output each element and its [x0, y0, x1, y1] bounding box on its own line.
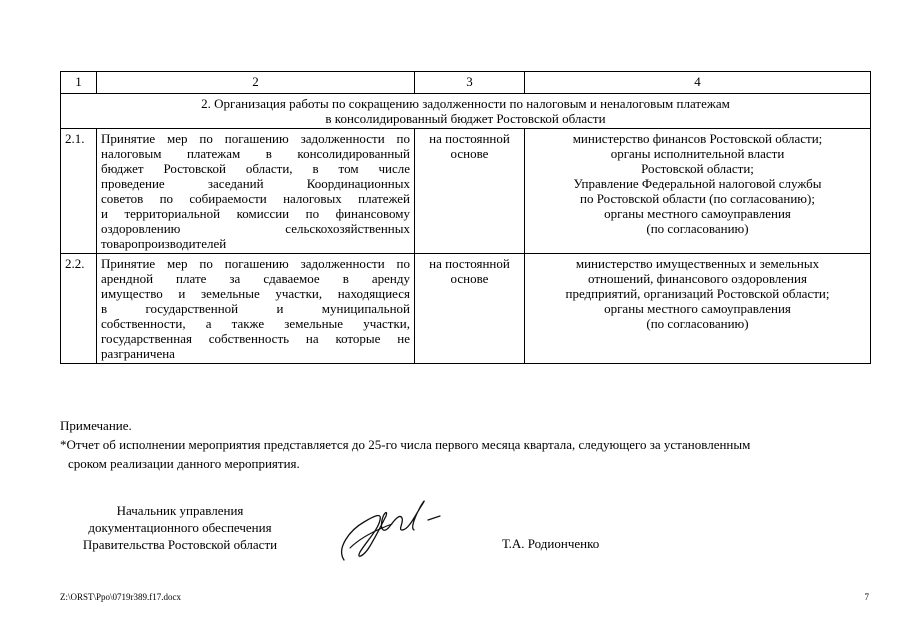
executor-line: (по согласованию) — [646, 221, 749, 236]
executor-cell — [525, 129, 871, 254]
measure-line: арендной плате за сдаваемое в аренду — [101, 271, 410, 286]
executor-line: органы местного самоуправления — [604, 206, 791, 221]
signer-position — [60, 502, 300, 553]
term-line: основе — [450, 271, 489, 286]
section-title-line: в консолидированный бюджет Ростовской области — [325, 111, 606, 126]
term-line: на постоянной — [429, 131, 510, 146]
page-number: 7 — [864, 592, 869, 602]
signer-position-line: Начальник управления — [116, 503, 244, 518]
measure-line: разграничена — [101, 346, 175, 361]
column-header-1: 1 — [61, 72, 97, 94]
section-title-line: 2. Организация работы по сокращению задолженности по налоговым и неналоговым платежам — [201, 96, 730, 111]
measure-line: и территориальной комиссии по финансовому — [101, 206, 410, 221]
executor-line: Ростовской области; — [641, 161, 754, 176]
signer-name: Т.А. Родионченко — [502, 536, 600, 551]
executor-line: органы местного самоуправления — [604, 301, 791, 316]
term-line: на постоянной — [429, 256, 510, 271]
column-header-4: 4 — [525, 72, 871, 94]
section-row — [61, 94, 871, 129]
file-path: Z:\ORST\Ppo\0719r389.f17.docx — [60, 592, 181, 602]
handwritten-signature — [330, 490, 450, 570]
executor-line: министерство имущественных и земельных — [575, 256, 820, 271]
term-cell — [415, 129, 525, 254]
table-row — [61, 254, 871, 364]
executor-line: министерство финансов Ростовской области; — [572, 131, 823, 146]
column-header-3: 3 — [415, 72, 525, 94]
note-text-line: сроком реализации данного мероприятия. — [68, 456, 300, 471]
measure-cell — [97, 129, 415, 254]
measure-line: Принятие мер по погашению задолженности по — [101, 256, 410, 271]
signer-position-line: Правительства Ростовской области — [82, 537, 278, 552]
executor-line: по Ростовской области (по согласованию); — [580, 191, 815, 206]
measure-line: государственная собственность на которые не — [101, 331, 410, 346]
term-cell — [415, 254, 525, 364]
signer-position-line: документационного обеспечения — [88, 520, 272, 535]
measure-cell — [97, 254, 415, 364]
note-block — [60, 416, 875, 473]
executor-line: предприятий, организаций Ростовской области; — [565, 286, 830, 301]
measure-line: товаропроизводителей — [101, 236, 227, 251]
table-header-row — [61, 72, 871, 94]
note-title: Примечание. — [60, 418, 132, 433]
row-number: 2.2. — [61, 254, 97, 364]
measure-line: налоговым платежам в консолидированный — [101, 146, 410, 161]
term-line: основе — [450, 146, 489, 161]
executor-line: (по согласованию) — [646, 316, 749, 331]
executor-line: Управление Федеральной налоговой службы — [573, 176, 822, 191]
note-text-line: *Отчет об исполнении мероприятия представляется до 25-го числа первого месяца квартала, следующего за установленным — [60, 437, 751, 452]
column-header-2: 2 — [97, 72, 415, 94]
measure-line: советов по собираемости налоговых платежей — [101, 191, 410, 206]
measure-line: оздоровлению сельскохозяйственных — [101, 221, 410, 236]
measure-line: имущество и земельные участки, находящиеся — [101, 286, 410, 301]
measure-line: бюджет Ростовской области, в том числе — [101, 161, 410, 176]
executor-line: органы исполнительной власти — [610, 146, 785, 161]
section-title — [61, 94, 871, 129]
row-number: 2.1. — [61, 129, 97, 254]
measure-line: проведение заседаний Координационных — [101, 176, 410, 191]
executor-cell — [525, 254, 871, 364]
measure-line: в государственной и муниципальной — [101, 301, 410, 316]
measure-line: Принятие мер по погашению задолженности по — [101, 131, 410, 146]
table-row — [61, 129, 871, 254]
measures-table — [60, 71, 871, 364]
executor-line: отношений, финансового оздоровления — [588, 271, 807, 286]
measure-line: собственности, а также земельные участки, — [101, 316, 410, 331]
